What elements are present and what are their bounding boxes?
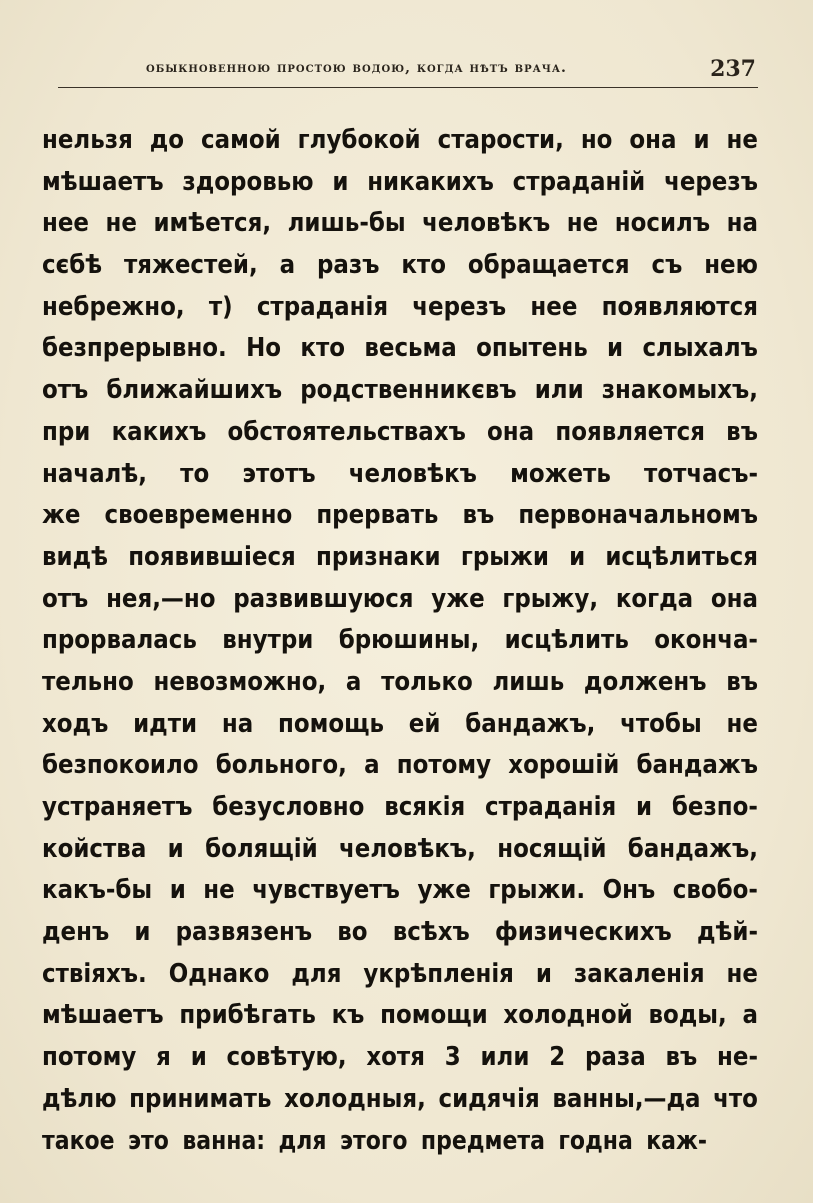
word: что <box>713 1083 758 1114</box>
word: при <box>42 416 91 447</box>
text-line <box>42 1037 758 1079</box>
word: но <box>580 125 613 155</box>
text-line <box>42 412 758 454</box>
word: всякія <box>384 792 466 822</box>
text-line <box>42 245 758 287</box>
word: грыжи. <box>488 875 586 906</box>
word: не <box>566 208 599 239</box>
word: и <box>167 833 184 864</box>
word: какъ-бы <box>42 875 153 906</box>
text-line <box>42 1079 758 1121</box>
word: родственникєвъ <box>300 375 517 406</box>
word: мѣшаетъ <box>42 1000 164 1031</box>
word: помощь <box>277 708 384 739</box>
word: холодной <box>503 1000 633 1031</box>
text-line <box>42 537 758 579</box>
text-line <box>42 829 758 871</box>
running-head <box>58 56 758 92</box>
word: въ <box>462 500 495 531</box>
text-line <box>42 328 758 370</box>
word: хотя <box>366 1042 425 1073</box>
word: старости, <box>437 125 564 155</box>
text-line <box>42 870 758 912</box>
word: своевременно <box>104 500 293 531</box>
word: носилъ <box>614 208 711 239</box>
word: физическихъ <box>494 917 672 948</box>
word: а <box>742 1000 758 1031</box>
word: во <box>337 917 368 948</box>
word: а <box>345 666 362 697</box>
text-line <box>42 662 758 704</box>
word: койства <box>42 833 147 864</box>
word: до <box>149 125 185 155</box>
word: потому <box>396 750 492 781</box>
word: этотъ <box>242 458 316 489</box>
word: не <box>726 708 758 739</box>
word: исцѣлиться <box>605 541 758 572</box>
text-line <box>42 745 758 787</box>
word: раза <box>584 1042 646 1073</box>
word: то <box>180 458 210 489</box>
text-line <box>42 579 758 621</box>
word: разъ <box>316 250 380 281</box>
word: грыжу, <box>502 583 599 614</box>
word: ствіяхъ. <box>42 958 147 989</box>
body-text <box>42 120 758 1162</box>
word: предмета <box>420 1125 545 1156</box>
word: такое <box>42 1125 115 1156</box>
text-line <box>42 954 758 996</box>
word: самой <box>201 125 281 155</box>
word: это <box>127 1125 169 1156</box>
word: и <box>636 792 653 822</box>
word: обращается <box>467 250 630 281</box>
word: съ <box>651 250 683 281</box>
word: страданія <box>484 792 617 822</box>
word: нея,—но <box>106 583 216 614</box>
word: признаки <box>315 541 441 572</box>
word: появляется <box>555 416 705 447</box>
text-line <box>42 620 758 662</box>
word: помощи <box>380 1000 488 1031</box>
word: и <box>607 333 624 364</box>
word: сєбѣ <box>42 250 103 281</box>
word: весьма <box>364 333 457 364</box>
text-line <box>42 454 758 496</box>
word: 2 <box>549 1042 566 1073</box>
text-line <box>42 287 758 329</box>
word: хорошій <box>508 750 620 781</box>
word: Однако <box>168 958 270 989</box>
word: прибѣгать <box>179 1000 316 1031</box>
word: 3 <box>444 1042 461 1073</box>
word: началѣ, <box>42 458 147 489</box>
word: невозможно, <box>153 666 327 697</box>
word: или <box>480 1042 530 1073</box>
word: тотчасъ- <box>644 458 758 489</box>
word: мѣшаетъ <box>42 166 164 197</box>
word: только <box>381 666 473 697</box>
word: черезъ <box>412 291 507 322</box>
text-line <box>42 704 758 746</box>
word: носящій <box>497 833 607 864</box>
word: человѣкъ <box>422 208 551 239</box>
text-line <box>42 370 758 412</box>
word: на <box>221 708 254 739</box>
word: чувствуетъ <box>252 875 400 906</box>
word: когда <box>615 583 694 614</box>
word: воды, <box>648 1000 727 1031</box>
word: годна <box>558 1125 633 1156</box>
word: Но <box>246 333 282 364</box>
text-line <box>42 1121 758 1163</box>
word: на <box>726 208 758 239</box>
word: т) <box>208 291 233 322</box>
word: исцѣлить <box>504 625 629 656</box>
word: страданій <box>512 166 646 197</box>
word: или <box>534 375 584 406</box>
word: развившуюся <box>233 583 414 614</box>
text-line <box>42 995 758 1037</box>
word: ванны,—да <box>552 1083 701 1114</box>
word: первоначальномъ <box>518 500 758 531</box>
word: появляются <box>601 291 758 322</box>
word: видѣ <box>42 541 109 572</box>
word: устраняетъ <box>42 792 193 822</box>
word: брюшины, <box>338 625 480 656</box>
word: а <box>279 250 296 281</box>
word: и <box>332 166 349 197</box>
text-line <box>42 495 758 537</box>
word: Онъ <box>602 875 656 906</box>
word: больного, <box>215 750 347 781</box>
word: сидячія <box>438 1083 540 1114</box>
word: не <box>105 208 137 239</box>
word: появившіеся <box>128 541 296 572</box>
word: въ <box>726 416 758 447</box>
word: человѣкъ <box>348 458 477 489</box>
word: болящій <box>205 833 318 864</box>
word: и <box>190 1042 207 1073</box>
word: здоровью <box>182 166 314 197</box>
text-line <box>42 162 758 204</box>
word: ближайшихъ <box>106 375 283 406</box>
word: не <box>726 125 758 155</box>
word: развязенъ <box>175 917 313 948</box>
word: она <box>487 416 535 447</box>
word: и <box>569 541 586 572</box>
word: потому <box>42 1042 137 1073</box>
word: въ <box>726 666 758 697</box>
word: ей <box>408 708 441 739</box>
text-line <box>42 912 758 954</box>
word: безпо- <box>671 792 758 822</box>
word: прервать <box>316 500 439 531</box>
word: бандажъ, <box>465 708 596 739</box>
word: и <box>693 125 710 155</box>
word: не- <box>717 1042 758 1073</box>
word: дѣлю <box>42 1083 117 1114</box>
word: слыхалъ <box>642 333 758 364</box>
word: нее <box>530 291 578 322</box>
word: идти <box>133 708 198 739</box>
word: кто <box>401 250 446 281</box>
word: уже <box>431 583 485 614</box>
word: кто <box>300 333 346 364</box>
word: къ <box>331 1000 365 1031</box>
text-line <box>42 787 758 829</box>
word: этого <box>339 1125 408 1156</box>
page-number: 237 <box>710 56 756 82</box>
word: а <box>364 750 380 781</box>
word: бандажъ, <box>627 833 758 864</box>
word: свобо- <box>672 875 758 906</box>
word: какихъ <box>111 416 207 447</box>
word: отъ <box>42 583 89 614</box>
word: бандажъ <box>636 750 758 781</box>
word: для <box>291 958 342 989</box>
word: чтобы <box>620 708 702 739</box>
word: безусловно <box>212 792 365 822</box>
word: лишь-бы <box>287 208 406 239</box>
word: и <box>134 917 151 948</box>
word: оконча- <box>654 625 758 656</box>
word: небрежно, <box>42 291 185 322</box>
word: отъ <box>42 375 89 406</box>
word: ванна: <box>182 1125 266 1156</box>
word: грыжи <box>460 541 549 572</box>
word: тельно <box>42 666 134 697</box>
word: денъ <box>42 917 110 948</box>
word: страданія <box>256 291 389 322</box>
word: можеть <box>510 458 611 489</box>
word: закаленія <box>573 958 705 989</box>
word: обстоятельствахъ <box>227 416 466 447</box>
word: всѣхъ <box>392 917 470 948</box>
word: и <box>169 875 186 906</box>
word: опытень <box>476 333 588 364</box>
word: не <box>726 958 758 989</box>
word: человѣкъ, <box>339 833 476 864</box>
running-title: обыкновенною простою водою, когда нѣтъ врача. <box>146 60 567 76</box>
word: безпрерывно. <box>42 333 227 364</box>
word: глубокой <box>297 125 421 155</box>
word: долженъ <box>583 666 707 697</box>
word: никакихъ <box>367 166 494 197</box>
word: нее <box>42 208 89 239</box>
word: лишь <box>492 666 565 697</box>
word: она <box>710 583 758 614</box>
word: холодныя, <box>284 1083 426 1114</box>
word: имѣется, <box>153 208 272 239</box>
word: черезъ <box>664 166 758 197</box>
text-line <box>42 203 758 245</box>
word: не <box>203 875 235 906</box>
word: въ <box>665 1042 698 1073</box>
text-line <box>42 120 758 162</box>
word: тяжестей, <box>124 250 258 281</box>
word: нельзя <box>42 125 133 155</box>
word: и <box>535 958 552 989</box>
word: ходъ <box>42 708 109 739</box>
word: прорвалась <box>42 625 197 656</box>
word: каж- <box>646 1125 708 1156</box>
word: она <box>629 125 677 155</box>
word: уже <box>417 875 471 906</box>
word: же <box>42 500 81 531</box>
word: безпокоило <box>42 750 199 781</box>
word: я <box>156 1042 171 1073</box>
word: совѣтую, <box>226 1042 347 1073</box>
word: внутри <box>222 625 314 656</box>
word: знакомыхъ, <box>601 375 758 406</box>
header-rule <box>58 87 758 88</box>
word: для <box>278 1125 327 1156</box>
word: нею <box>704 250 758 281</box>
word: принимать <box>129 1083 272 1114</box>
word: укрѣпленія <box>363 958 514 989</box>
word: дѣй- <box>696 917 758 948</box>
